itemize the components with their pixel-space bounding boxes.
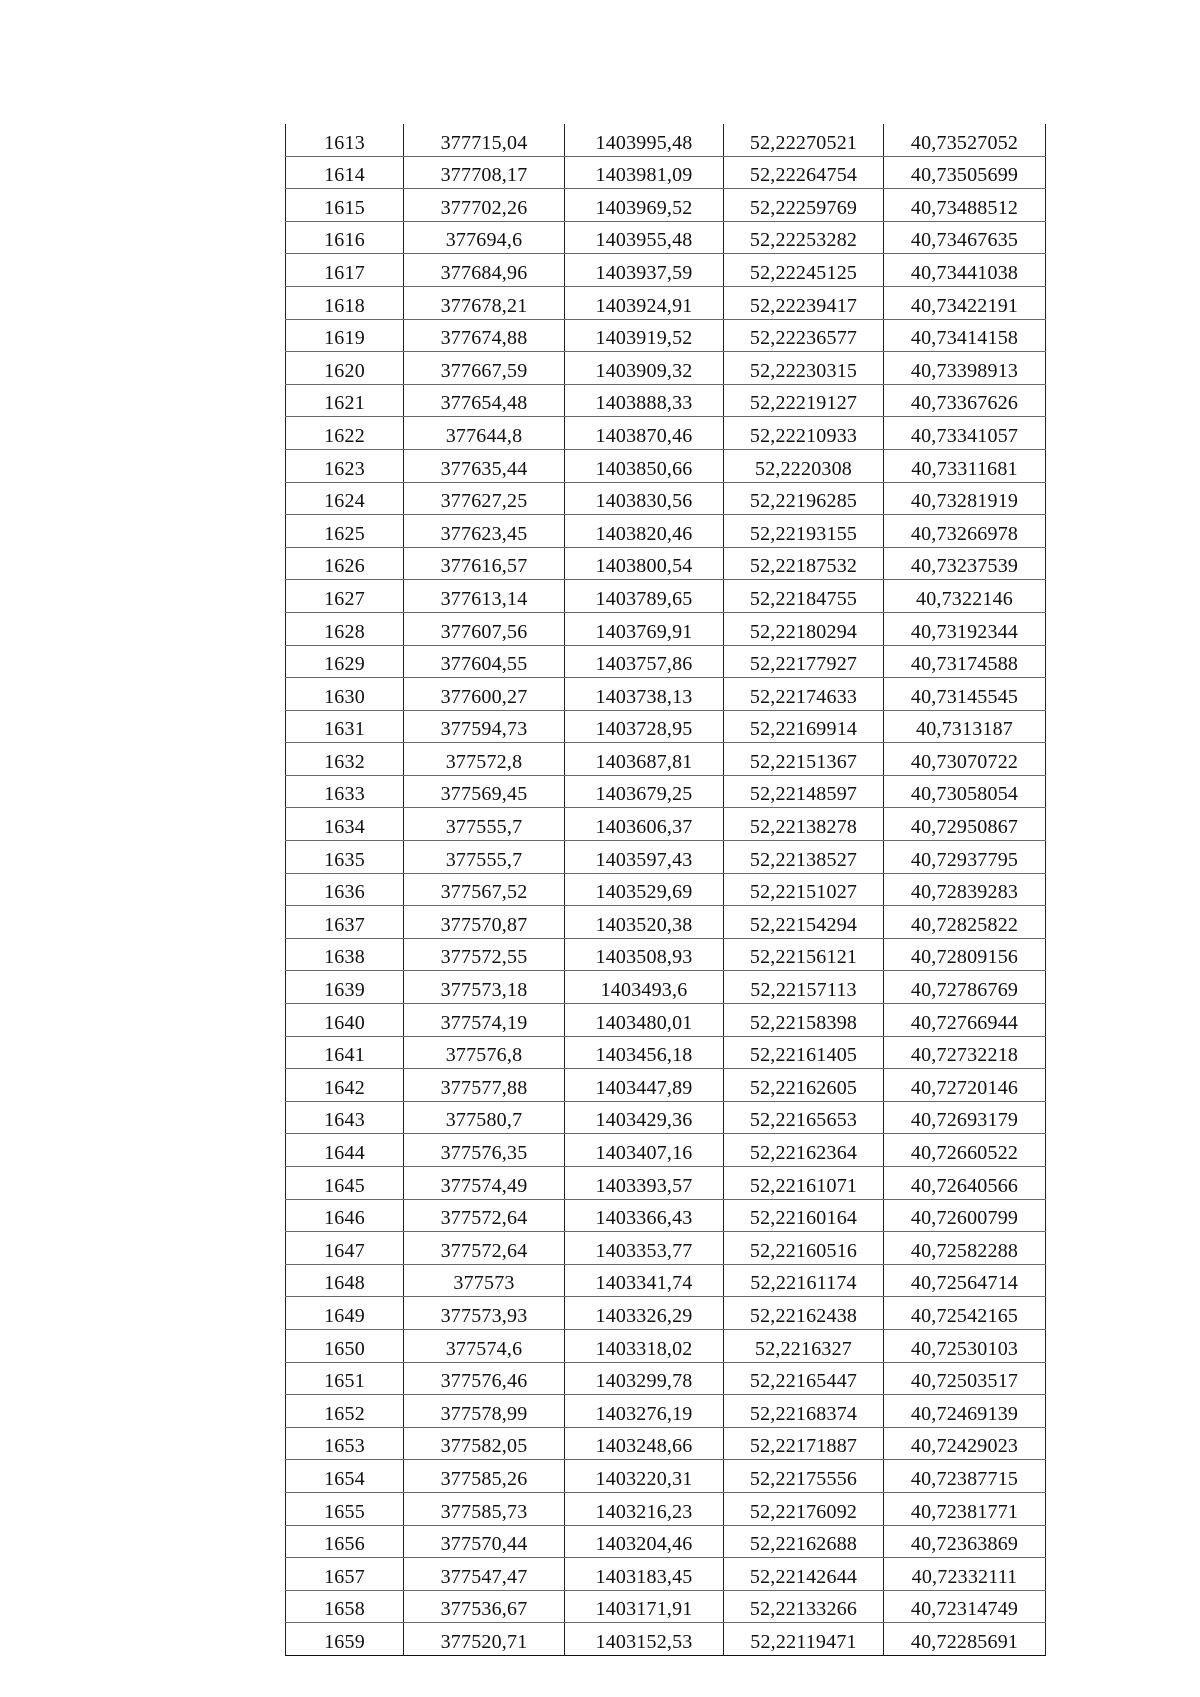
latitude-cell: 52,22151027: [724, 873, 884, 906]
y-coordinate-cell: 1403341,74: [565, 1264, 724, 1297]
y-coordinate-cell: 1403183,45: [565, 1558, 724, 1591]
point-number-cell: 1614: [286, 156, 404, 189]
x-coordinate-cell: 377674,88: [404, 319, 565, 352]
point-number-cell: 1636: [286, 873, 404, 906]
longitude-cell: 40,73367626: [884, 384, 1046, 417]
x-coordinate-cell: 377678,21: [404, 286, 565, 319]
x-coordinate-cell: 377667,59: [404, 352, 565, 385]
longitude-cell: 40,73145545: [884, 678, 1046, 711]
point-number-cell: 1634: [286, 808, 404, 841]
x-coordinate-cell: 377567,52: [404, 873, 565, 906]
longitude-cell: 40,72640566: [884, 1167, 1046, 1200]
table-row: [286, 678, 1046, 711]
point-number-cell: 1652: [286, 1395, 404, 1428]
x-coordinate-cell: 377574,49: [404, 1167, 565, 1200]
table-row: [286, 1460, 1046, 1493]
x-coordinate-cell: 377573: [404, 1264, 565, 1297]
latitude-cell: 52,22245125: [724, 254, 884, 287]
table-row: [286, 254, 1046, 287]
table-row: [286, 1558, 1046, 1591]
y-coordinate-cell: 1403995,48: [565, 124, 724, 156]
coordinates-table-body: [286, 124, 1046, 1655]
table-row: [286, 1134, 1046, 1167]
y-coordinate-cell: 1403820,46: [565, 515, 724, 548]
y-coordinate-cell: 1403171,91: [565, 1590, 724, 1623]
y-coordinate-cell: 1403493,6: [565, 971, 724, 1004]
x-coordinate-cell: 377520,71: [404, 1623, 565, 1656]
longitude-cell: 40,72720146: [884, 1069, 1046, 1102]
table-row: [286, 1362, 1046, 1395]
longitude-cell: 40,73414158: [884, 319, 1046, 352]
point-number-cell: 1626: [286, 547, 404, 580]
x-coordinate-cell: 377578,99: [404, 1395, 565, 1428]
latitude-cell: 52,22270521: [724, 124, 884, 156]
latitude-cell: 52,22168374: [724, 1395, 884, 1428]
x-coordinate-cell: 377536,67: [404, 1590, 565, 1623]
latitude-cell: 52,22184755: [724, 580, 884, 613]
latitude-cell: 52,2216327: [724, 1329, 884, 1362]
x-coordinate-cell: 377613,14: [404, 580, 565, 613]
point-number-cell: 1620: [286, 352, 404, 385]
x-coordinate-cell: 377585,26: [404, 1460, 565, 1493]
point-number-cell: 1656: [286, 1525, 404, 1558]
table-row: [286, 1167, 1046, 1200]
latitude-cell: 52,22165447: [724, 1362, 884, 1395]
table-row: [286, 1329, 1046, 1362]
longitude-cell: 40,72950867: [884, 808, 1046, 841]
y-coordinate-cell: 1403955,48: [565, 221, 724, 254]
latitude-cell: 52,22119471: [724, 1623, 884, 1656]
point-number-cell: 1653: [286, 1427, 404, 1460]
longitude-cell: 40,72387715: [884, 1460, 1046, 1493]
latitude-cell: 52,22162438: [724, 1297, 884, 1330]
latitude-cell: 52,22171887: [724, 1427, 884, 1460]
longitude-cell: 40,73192344: [884, 612, 1046, 645]
x-coordinate-cell: 377572,64: [404, 1199, 565, 1232]
latitude-cell: 52,22162364: [724, 1134, 884, 1167]
longitude-cell: 40,73467635: [884, 221, 1046, 254]
y-coordinate-cell: 1403447,89: [565, 1069, 724, 1102]
y-coordinate-cell: 1403888,33: [565, 384, 724, 417]
table-row: [286, 1492, 1046, 1525]
point-number-cell: 1648: [286, 1264, 404, 1297]
table-row: [286, 189, 1046, 222]
longitude-cell: 40,73311681: [884, 449, 1046, 482]
x-coordinate-cell: 377627,25: [404, 482, 565, 515]
latitude-cell: 52,22160516: [724, 1232, 884, 1265]
latitude-cell: 52,22156121: [724, 938, 884, 971]
y-coordinate-cell: 1403216,23: [565, 1492, 724, 1525]
latitude-cell: 52,22187532: [724, 547, 884, 580]
latitude-cell: 52,22160164: [724, 1199, 884, 1232]
x-coordinate-cell: 377702,26: [404, 189, 565, 222]
point-number-cell: 1641: [286, 1036, 404, 1069]
longitude-cell: 40,72660522: [884, 1134, 1046, 1167]
longitude-cell: 40,73266978: [884, 515, 1046, 548]
longitude-cell: 40,73422191: [884, 286, 1046, 319]
table-row: [286, 580, 1046, 613]
table-row: [286, 971, 1046, 1004]
longitude-cell: 40,72937795: [884, 841, 1046, 874]
x-coordinate-cell: 377572,64: [404, 1232, 565, 1265]
y-coordinate-cell: 1403276,19: [565, 1395, 724, 1428]
point-number-cell: 1619: [286, 319, 404, 352]
point-number-cell: 1651: [286, 1362, 404, 1395]
x-coordinate-cell: 377573,18: [404, 971, 565, 1004]
table-row: [286, 515, 1046, 548]
y-coordinate-cell: 1403204,46: [565, 1525, 724, 1558]
x-coordinate-cell: 377576,46: [404, 1362, 565, 1395]
table-row: [286, 906, 1046, 939]
longitude-cell: 40,7313187: [884, 710, 1046, 743]
point-number-cell: 1633: [286, 775, 404, 808]
x-coordinate-cell: 377576,8: [404, 1036, 565, 1069]
table-row: [286, 1623, 1046, 1656]
point-number-cell: 1624: [286, 482, 404, 515]
latitude-cell: 52,22133266: [724, 1590, 884, 1623]
point-number-cell: 1613: [286, 124, 404, 156]
longitude-cell: 40,73398913: [884, 352, 1046, 385]
longitude-cell: 40,72600799: [884, 1199, 1046, 1232]
latitude-cell: 52,22193155: [724, 515, 884, 548]
point-number-cell: 1655: [286, 1492, 404, 1525]
table-row: [286, 319, 1046, 352]
longitude-cell: 40,73488512: [884, 189, 1046, 222]
latitude-cell: 52,22219127: [724, 384, 884, 417]
point-number-cell: 1640: [286, 1004, 404, 1037]
longitude-cell: 40,72314749: [884, 1590, 1046, 1623]
longitude-cell: 40,72766944: [884, 1004, 1046, 1037]
latitude-cell: 52,22138278: [724, 808, 884, 841]
latitude-cell: 52,22175556: [724, 1460, 884, 1493]
latitude-cell: 52,22161405: [724, 1036, 884, 1069]
table-row: [286, 124, 1046, 156]
y-coordinate-cell: 1403152,53: [565, 1623, 724, 1656]
latitude-cell: 52,22142644: [724, 1558, 884, 1591]
latitude-cell: 52,22154294: [724, 906, 884, 939]
latitude-cell: 52,22259769: [724, 189, 884, 222]
y-coordinate-cell: 1403353,77: [565, 1232, 724, 1265]
y-coordinate-cell: 1403679,25: [565, 775, 724, 808]
point-number-cell: 1615: [286, 189, 404, 222]
y-coordinate-cell: 1403969,52: [565, 189, 724, 222]
x-coordinate-cell: 377574,19: [404, 1004, 565, 1037]
y-coordinate-cell: 1403220,31: [565, 1460, 724, 1493]
x-coordinate-cell: 377577,88: [404, 1069, 565, 1102]
table-row: [286, 645, 1046, 678]
x-coordinate-cell: 377573,93: [404, 1297, 565, 1330]
x-coordinate-cell: 377580,7: [404, 1101, 565, 1134]
table-row: [286, 1427, 1046, 1460]
x-coordinate-cell: 377572,8: [404, 743, 565, 776]
x-coordinate-cell: 377654,48: [404, 384, 565, 417]
latitude-cell: 52,22162605: [724, 1069, 884, 1102]
x-coordinate-cell: 377582,05: [404, 1427, 565, 1460]
longitude-cell: 40,72285691: [884, 1623, 1046, 1656]
longitude-cell: 40,72839283: [884, 873, 1046, 906]
latitude-cell: 52,22148597: [724, 775, 884, 808]
x-coordinate-cell: 377555,7: [404, 808, 565, 841]
x-coordinate-cell: 377570,87: [404, 906, 565, 939]
table-row: [286, 1199, 1046, 1232]
point-number-cell: 1638: [286, 938, 404, 971]
y-coordinate-cell: 1403508,93: [565, 938, 724, 971]
longitude-cell: 40,72332111: [884, 1558, 1046, 1591]
coordinates-table: [285, 124, 1046, 1656]
table-row: [286, 221, 1046, 254]
point-number-cell: 1645: [286, 1167, 404, 1200]
point-number-cell: 1622: [286, 417, 404, 450]
point-number-cell: 1621: [286, 384, 404, 417]
latitude-cell: 52,22180294: [724, 612, 884, 645]
x-coordinate-cell: 377644,8: [404, 417, 565, 450]
x-coordinate-cell: 377555,7: [404, 841, 565, 874]
latitude-cell: 52,22236577: [724, 319, 884, 352]
x-coordinate-cell: 377570,44: [404, 1525, 565, 1558]
x-coordinate-cell: 377715,04: [404, 124, 565, 156]
latitude-cell: 52,22230315: [724, 352, 884, 385]
longitude-cell: 40,72564714: [884, 1264, 1046, 1297]
table-row: [286, 1232, 1046, 1265]
point-number-cell: 1632: [286, 743, 404, 776]
y-coordinate-cell: 1403248,66: [565, 1427, 724, 1460]
y-coordinate-cell: 1403800,54: [565, 547, 724, 580]
table-row: [286, 417, 1046, 450]
latitude-cell: 52,2220308: [724, 449, 884, 482]
table-row: [286, 612, 1046, 645]
table-row: [286, 743, 1046, 776]
y-coordinate-cell: 1403830,56: [565, 482, 724, 515]
table-row: [286, 1395, 1046, 1428]
latitude-cell: 52,22210933: [724, 417, 884, 450]
longitude-cell: 40,7322146: [884, 580, 1046, 613]
longitude-cell: 40,72503517: [884, 1362, 1046, 1395]
latitude-cell: 52,22161071: [724, 1167, 884, 1200]
x-coordinate-cell: 377623,45: [404, 515, 565, 548]
y-coordinate-cell: 1403299,78: [565, 1362, 724, 1395]
point-number-cell: 1642: [286, 1069, 404, 1102]
x-coordinate-cell: 377616,57: [404, 547, 565, 580]
y-coordinate-cell: 1403870,46: [565, 417, 724, 450]
y-coordinate-cell: 1403769,91: [565, 612, 724, 645]
y-coordinate-cell: 1403326,29: [565, 1297, 724, 1330]
point-number-cell: 1616: [286, 221, 404, 254]
point-number-cell: 1646: [286, 1199, 404, 1232]
y-coordinate-cell: 1403687,81: [565, 743, 724, 776]
longitude-cell: 40,72381771: [884, 1492, 1046, 1525]
table-row: [286, 547, 1046, 580]
latitude-cell: 52,22161174: [724, 1264, 884, 1297]
longitude-cell: 40,73281919: [884, 482, 1046, 515]
table-row: [286, 1590, 1046, 1623]
point-number-cell: 1650: [286, 1329, 404, 1362]
point-number-cell: 1654: [286, 1460, 404, 1493]
latitude-cell: 52,22158398: [724, 1004, 884, 1037]
table-row: [286, 938, 1046, 971]
point-number-cell: 1635: [286, 841, 404, 874]
longitude-cell: 40,72809156: [884, 938, 1046, 971]
point-number-cell: 1630: [286, 678, 404, 711]
table-row: [286, 1297, 1046, 1330]
longitude-cell: 40,72786769: [884, 971, 1046, 1004]
point-number-cell: 1644: [286, 1134, 404, 1167]
y-coordinate-cell: 1403919,52: [565, 319, 724, 352]
y-coordinate-cell: 1403393,57: [565, 1167, 724, 1200]
y-coordinate-cell: 1403728,95: [565, 710, 724, 743]
y-coordinate-cell: 1403429,36: [565, 1101, 724, 1134]
point-number-cell: 1637: [286, 906, 404, 939]
table-row: [286, 449, 1046, 482]
y-coordinate-cell: 1403981,09: [565, 156, 724, 189]
point-number-cell: 1639: [286, 971, 404, 1004]
table-row: [286, 1264, 1046, 1297]
table-row: [286, 1004, 1046, 1037]
x-coordinate-cell: 377694,6: [404, 221, 565, 254]
table-row: [286, 1525, 1046, 1558]
table-row: [286, 482, 1046, 515]
point-number-cell: 1627: [286, 580, 404, 613]
latitude-cell: 52,22177927: [724, 645, 884, 678]
point-number-cell: 1649: [286, 1297, 404, 1330]
y-coordinate-cell: 1403529,69: [565, 873, 724, 906]
latitude-cell: 52,22174633: [724, 678, 884, 711]
x-coordinate-cell: 377572,55: [404, 938, 565, 971]
latitude-cell: 52,22157113: [724, 971, 884, 1004]
longitude-cell: 40,73341057: [884, 417, 1046, 450]
y-coordinate-cell: 1403597,43: [565, 841, 724, 874]
longitude-cell: 40,73441038: [884, 254, 1046, 287]
table-row: [286, 873, 1046, 906]
point-number-cell: 1617: [286, 254, 404, 287]
x-coordinate-cell: 377576,35: [404, 1134, 565, 1167]
latitude-cell: 52,22176092: [724, 1492, 884, 1525]
latitude-cell: 52,22196285: [724, 482, 884, 515]
point-number-cell: 1623: [286, 449, 404, 482]
point-number-cell: 1647: [286, 1232, 404, 1265]
latitude-cell: 52,22169914: [724, 710, 884, 743]
longitude-cell: 40,72542165: [884, 1297, 1046, 1330]
point-number-cell: 1643: [286, 1101, 404, 1134]
x-coordinate-cell: 377607,56: [404, 612, 565, 645]
x-coordinate-cell: 377547,47: [404, 1558, 565, 1591]
latitude-cell: 52,22162688: [724, 1525, 884, 1558]
longitude-cell: 40,73237539: [884, 547, 1046, 580]
x-coordinate-cell: 377585,73: [404, 1492, 565, 1525]
longitude-cell: 40,72582288: [884, 1232, 1046, 1265]
x-coordinate-cell: 377635,44: [404, 449, 565, 482]
y-coordinate-cell: 1403924,91: [565, 286, 724, 319]
longitude-cell: 40,72530103: [884, 1329, 1046, 1362]
latitude-cell: 52,22151367: [724, 743, 884, 776]
table-row: [286, 156, 1046, 189]
longitude-cell: 40,73505699: [884, 156, 1046, 189]
table-row: [286, 384, 1046, 417]
point-number-cell: 1657: [286, 1558, 404, 1591]
x-coordinate-cell: 377569,45: [404, 775, 565, 808]
table-row: [286, 1101, 1046, 1134]
x-coordinate-cell: 377594,73: [404, 710, 565, 743]
longitude-cell: 40,72732218: [884, 1036, 1046, 1069]
y-coordinate-cell: 1403456,18: [565, 1036, 724, 1069]
x-coordinate-cell: 377604,55: [404, 645, 565, 678]
y-coordinate-cell: 1403757,86: [565, 645, 724, 678]
x-coordinate-cell: 377684,96: [404, 254, 565, 287]
longitude-cell: 40,72825822: [884, 906, 1046, 939]
table-row: [286, 841, 1046, 874]
longitude-cell: 40,73058054: [884, 775, 1046, 808]
point-number-cell: 1625: [286, 515, 404, 548]
longitude-cell: 40,72469139: [884, 1395, 1046, 1428]
longitude-cell: 40,72693179: [884, 1101, 1046, 1134]
y-coordinate-cell: 1403937,59: [565, 254, 724, 287]
latitude-cell: 52,22264754: [724, 156, 884, 189]
x-coordinate-cell: 377708,17: [404, 156, 565, 189]
y-coordinate-cell: 1403318,02: [565, 1329, 724, 1362]
table-row: [286, 1036, 1046, 1069]
y-coordinate-cell: 1403738,13: [565, 678, 724, 711]
longitude-cell: 40,72363869: [884, 1525, 1046, 1558]
y-coordinate-cell: 1403366,43: [565, 1199, 724, 1232]
latitude-cell: 52,22165653: [724, 1101, 884, 1134]
x-coordinate-cell: 377574,6: [404, 1329, 565, 1362]
y-coordinate-cell: 1403850,66: [565, 449, 724, 482]
point-number-cell: 1659: [286, 1623, 404, 1656]
table-row: [286, 808, 1046, 841]
y-coordinate-cell: 1403909,32: [565, 352, 724, 385]
point-number-cell: 1628: [286, 612, 404, 645]
point-number-cell: 1618: [286, 286, 404, 319]
longitude-cell: 40,73070722: [884, 743, 1046, 776]
table-row: [286, 1069, 1046, 1102]
y-coordinate-cell: 1403789,65: [565, 580, 724, 613]
table-row: [286, 352, 1046, 385]
point-number-cell: 1658: [286, 1590, 404, 1623]
point-number-cell: 1631: [286, 710, 404, 743]
table-row: [286, 286, 1046, 319]
latitude-cell: 52,22253282: [724, 221, 884, 254]
table-row: [286, 775, 1046, 808]
y-coordinate-cell: 1403606,37: [565, 808, 724, 841]
longitude-cell: 40,73527052: [884, 124, 1046, 156]
y-coordinate-cell: 1403407,16: [565, 1134, 724, 1167]
y-coordinate-cell: 1403480,01: [565, 1004, 724, 1037]
longitude-cell: 40,73174588: [884, 645, 1046, 678]
longitude-cell: 40,72429023: [884, 1427, 1046, 1460]
y-coordinate-cell: 1403520,38: [565, 906, 724, 939]
point-number-cell: 1629: [286, 645, 404, 678]
latitude-cell: 52,22138527: [724, 841, 884, 874]
table-row: [286, 710, 1046, 743]
latitude-cell: 52,22239417: [724, 286, 884, 319]
x-coordinate-cell: 377600,27: [404, 678, 565, 711]
